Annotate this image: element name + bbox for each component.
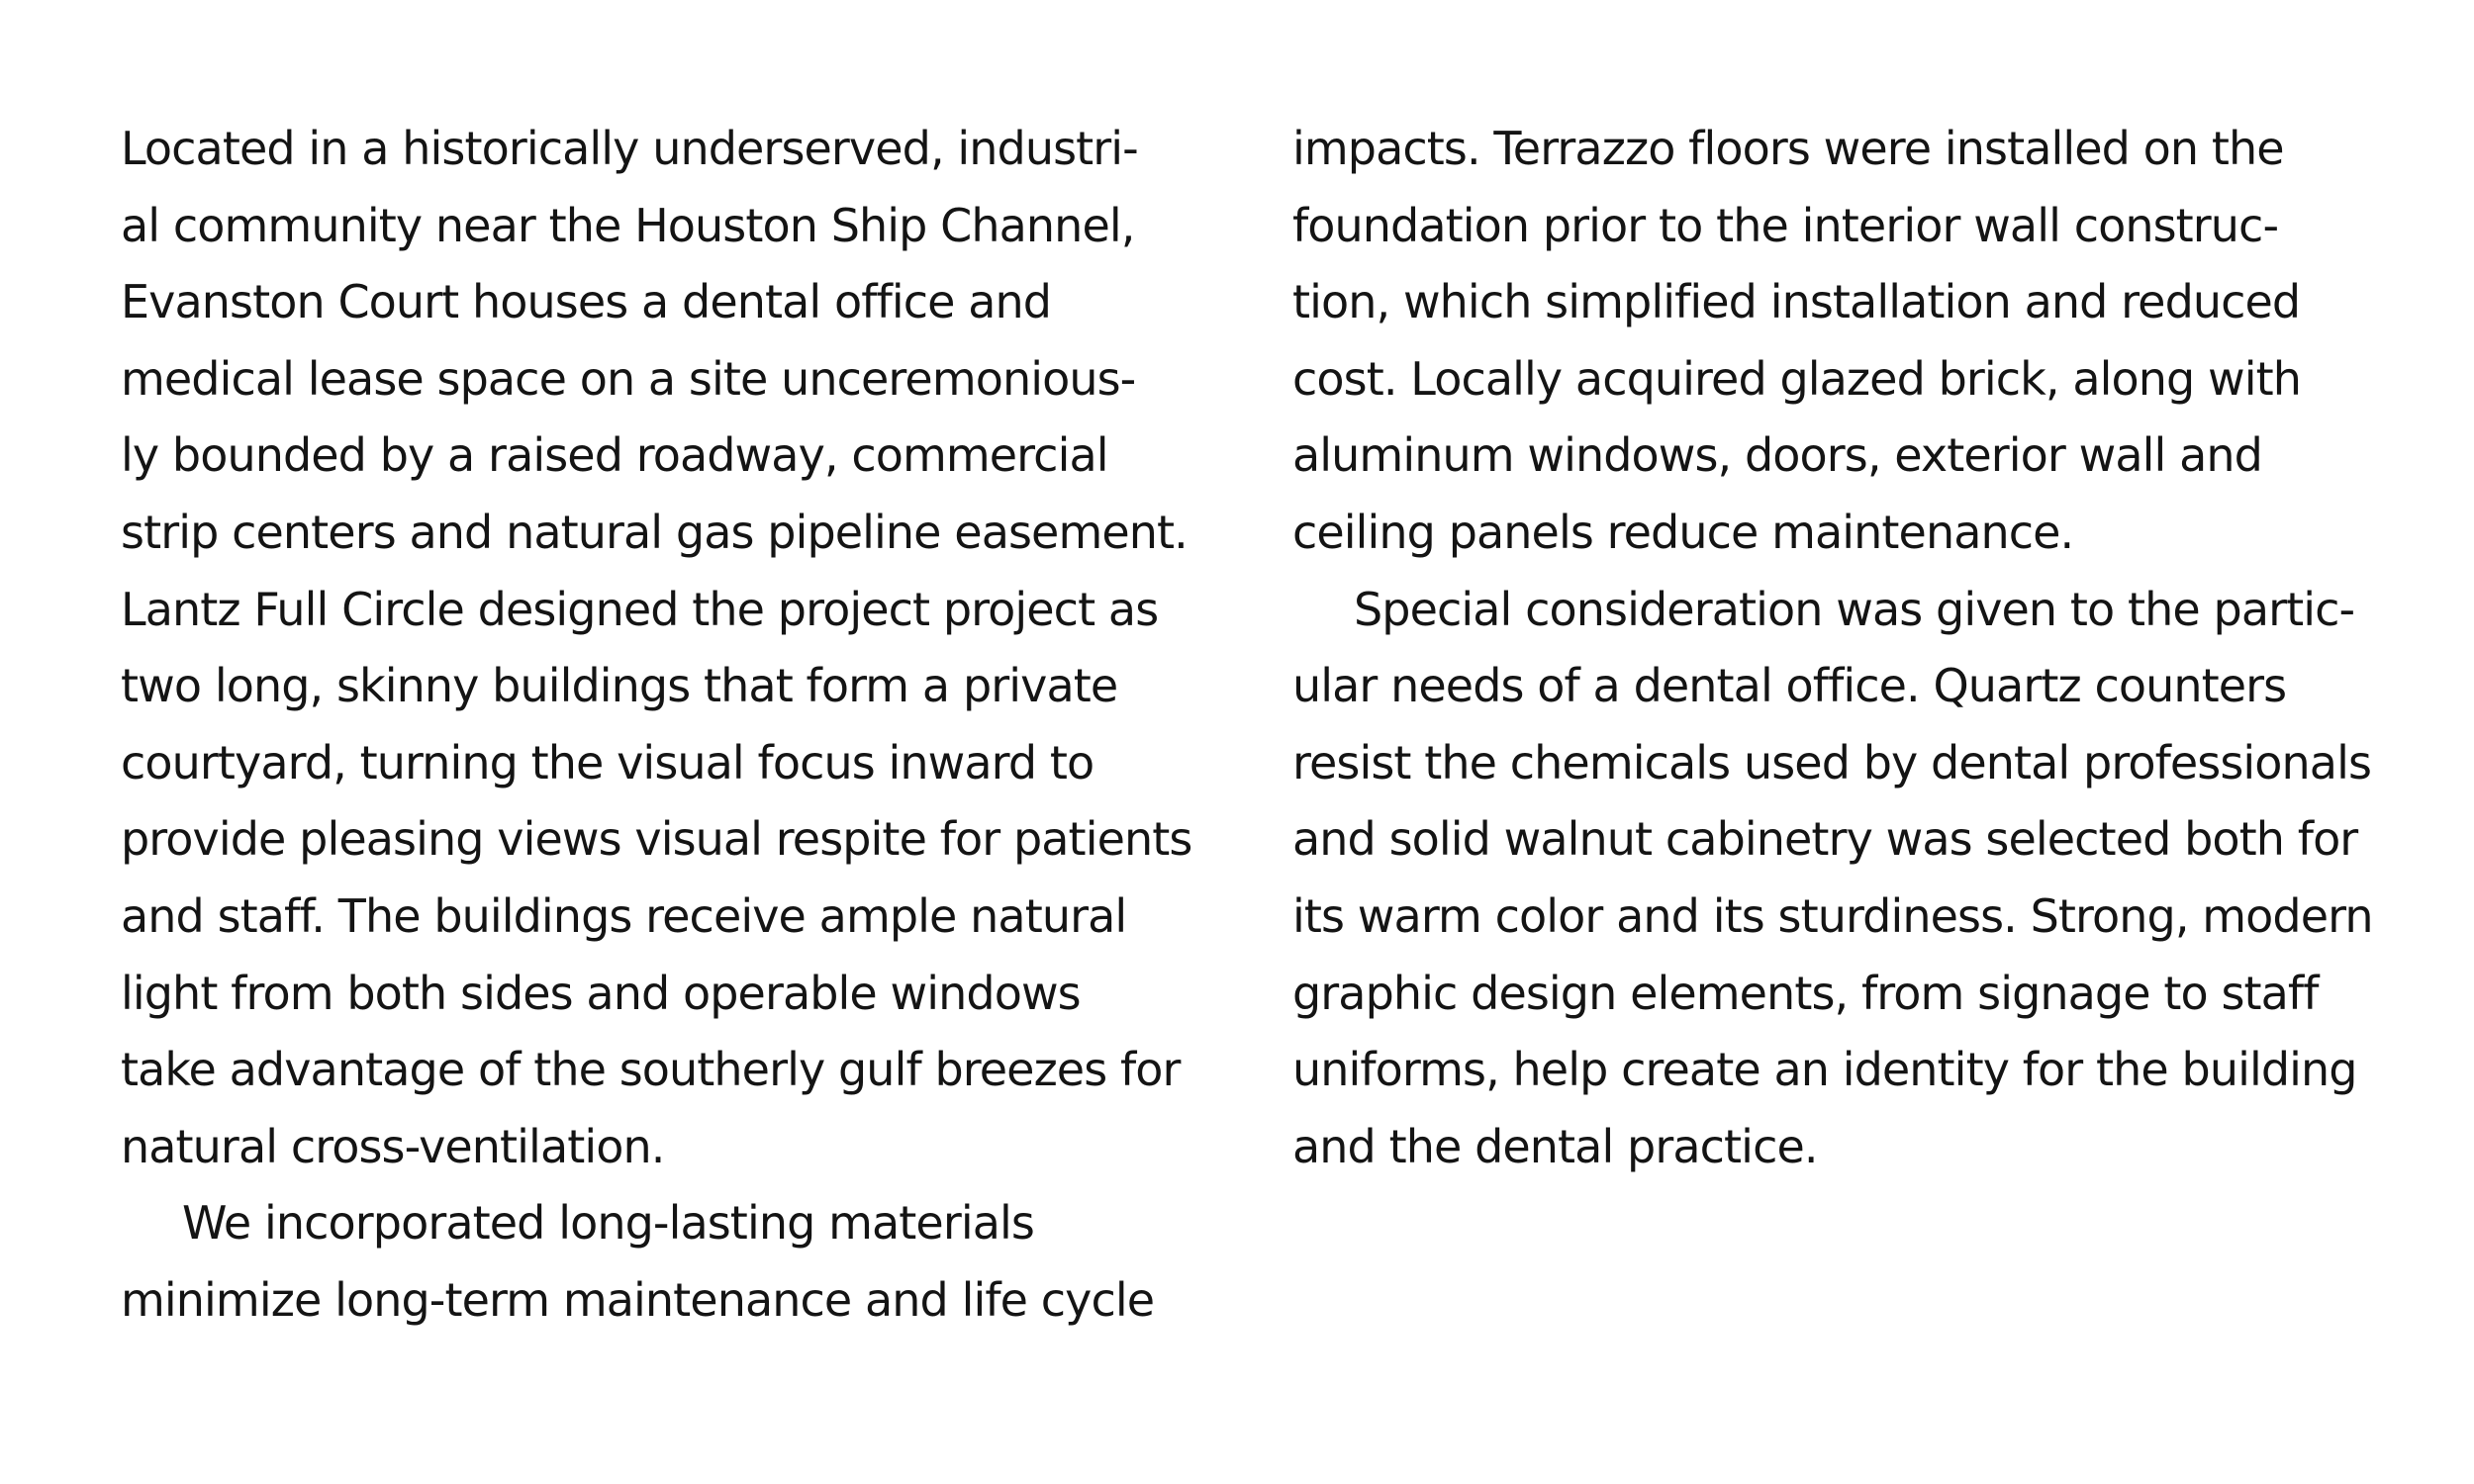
text-line: and the dental practice.	[1292, 1119, 1818, 1173]
text-line: medical lease space on a site unceremonious-	[121, 351, 1136, 406]
text-line: cost. Locally acquired glazed brick, along with	[1292, 351, 2302, 406]
text-line: provide pleasing views visual respite for patients	[121, 812, 1192, 867]
text-line: courtyard, turning the visual focus inward to	[121, 735, 1094, 789]
text-line: impacts. Terrazzo floors were installed on the	[1292, 122, 2284, 175]
text-line: ular needs of a dental office. Quartz counters	[1292, 659, 2287, 713]
paragraph-start-line: We incorporated long-lasting materials	[182, 1196, 1034, 1251]
text-line: its warm color and its sturdiness. Strong, modern	[1292, 888, 2373, 943]
text-line: ceiling panels reduce maintenance.	[1292, 505, 2074, 559]
text-line: Located in a historically underserved, industri-	[121, 122, 1138, 175]
text-line: and staff. The buildings receive ample natural	[121, 888, 1127, 943]
text-line: strip centers and natural gas pipeline easement.	[121, 505, 1188, 559]
text-line: Evanston Court houses a dental office and	[121, 275, 1052, 329]
text-line: Lantz Full Circle designed the project project as	[121, 582, 1159, 636]
text-line: natural cross-ventilation.	[121, 1119, 665, 1173]
text-line: minimize long-term maintenance and life cycle	[121, 1272, 1155, 1327]
text-line: uniforms, help create an identity for the building	[1292, 1043, 2357, 1097]
text-line: and solid walnut cabinetry was selected both for	[1292, 812, 2358, 867]
text-line: resist the chemicals used by dental professionals	[1292, 735, 2372, 789]
text-line: al community near the Houston Ship Channel,	[121, 198, 1135, 252]
text-line: tion, which simplified installation and reduced	[1292, 275, 2301, 329]
text-line: ly bounded by a raised roadway, commercial	[121, 428, 1108, 483]
text-line: aluminum windows, doors, exterior wall and	[1292, 428, 2262, 483]
text-line: light from both sides and operable windows	[121, 966, 1081, 1020]
left-text-column	[121, 111, 1239, 1340]
text-line: foundation prior to the interior wall construc-	[1292, 198, 2279, 252]
paragraph-start-line: Special consideration was given to the partic-	[1354, 582, 2355, 636]
text-line: two long, skinny buildings that form a private	[121, 659, 1118, 713]
right-text-column	[1292, 111, 2411, 1185]
text-line: graphic design elements, from signage to staff	[1292, 966, 2319, 1020]
text-line: take advantage of the southerly gulf breezes for	[121, 1043, 1181, 1097]
